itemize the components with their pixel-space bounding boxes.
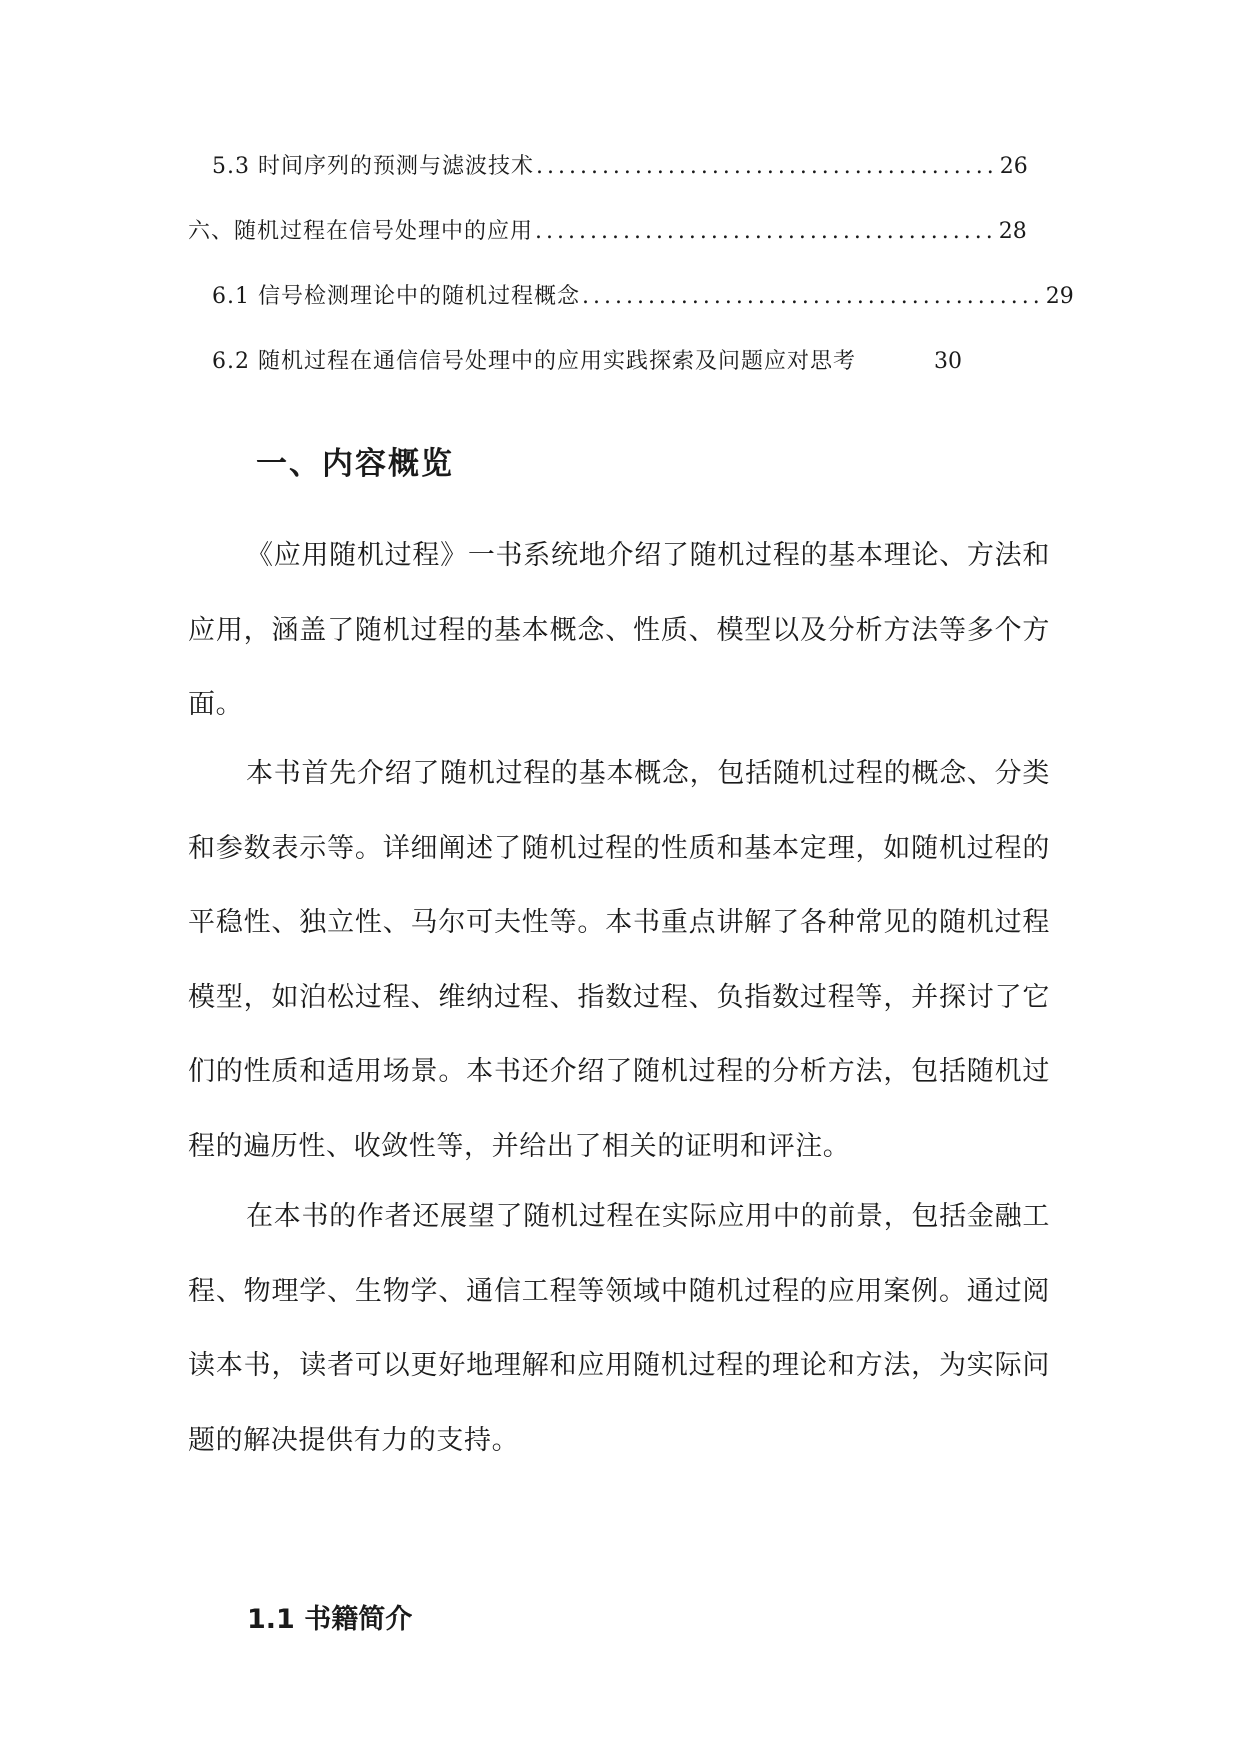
section-heading: 一、内容概览 [256,446,454,482]
body-paragraph: 《应用随机过程》一书系统地介绍了随机过程的基本理论、方法和应用，涵盖了随机过程的基本概念、性质、模型以及分析方法等多个方面。 [188,540,1050,720]
toc-entry[interactable] [212,345,962,379]
toc-entry[interactable] [212,150,1028,184]
toc-entry-title: 5.3 时间序列的预测与滤波技术 [212,154,534,179]
subsection-heading: 1.1 书籍简介 [247,1604,413,1635]
body-paragraph: 本书首先介绍了随机过程的基本概念，包括随机过程的概念、分类和参数表示等。详细阐述了随机过程的性质和基本定理，如随机过程的平稳性、独立性、马尔可夫性等。本书重点讲解了各种常见的随机过程模型，如泊松过程、维纳过程、指数过程、负指数过程等，并探讨了它们的性质和适用场景。本书还介绍了随机过程的分析方法，包括随机过程的遍历性、收敛性等，并给出了相关的证明和评注。 [188,758,1050,1162]
toc-entry-leader: .......................................... [581,284,1044,309]
toc-entry-page: 30 [934,349,962,374]
toc-entry-title: 六、随机过程在信号处理中的应用 [188,219,534,244]
toc-entry-page: 26 [999,154,1028,179]
toc-entry-title: 6.2 随机过程在通信信号处理中的应用实践探索及问题应对思考 [212,349,856,374]
toc-entry-page: 29 [1045,284,1074,309]
toc-entry[interactable] [212,280,1074,314]
toc-entry-title: 6.1 信号检测理论中的随机过程概念 [212,284,580,309]
body-paragraph: 在本书的作者还展望了随机过程在实际应用中的前景，包括金融工程、物理学、生物学、通信工程等领域中随机过程的应用案例。通过阅读本书，读者可以更好地理解和应用随机过程的理论和方法，为实际问题的解决提供有力的支持。 [188,1201,1050,1456]
toc-entry-page: 28 [998,219,1027,244]
toc-entry-leader: .......................................... [535,154,998,179]
toc-entry-leader: .......................................... [535,219,997,244]
toc-entry[interactable] [188,215,1027,249]
